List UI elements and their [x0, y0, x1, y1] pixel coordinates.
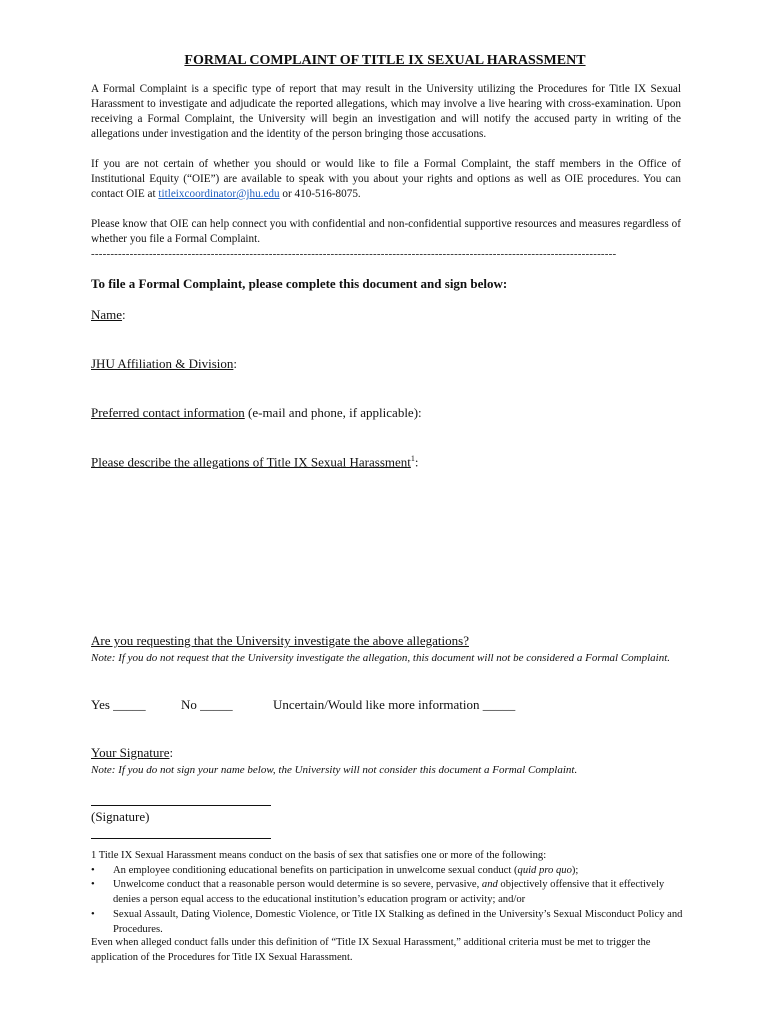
bullet-icon: •: [91, 865, 95, 876]
intro-paragraph-2-phone: or 410-516-8075.: [279, 188, 361, 200]
bullet-1-text: [113, 864, 683, 879]
intro-paragraph-2-text: If you are not certain of whether you should or would like to file a Formal Complaint, the staff members in the Office of Institutional Equity (“OIE”) are available to speak with you about your rights and options as well as OIE procedures. You can contact OIE at: [91, 158, 681, 200]
signature-caption: (Signature): [91, 809, 150, 824]
section-separator: ----------------------------------------------------------------------------------------------------------------------------------------: [91, 248, 617, 260]
name-field-label[interactable]: Name:: [91, 307, 126, 322]
bullet-1-text-b: );: [571, 865, 579, 876]
bullet-3-text: Sexual Assault, Dating Violence, Domestic Violence, or Title IX Stalking as defined in the University’s Sexual Misconduct Policy and Procedures.: [113, 909, 683, 935]
bullet-2-text-b: objectively offensive that it effectively denies a person equal access to the educational institution’s education program or activity; and/or: [113, 879, 665, 905]
request-question: [91, 633, 469, 649]
affiliation-field-label[interactable]: JHU Affiliation & Division:: [91, 356, 238, 371]
oie-email-link[interactable]: titleixcoordinator@jhu.edu: [158, 188, 280, 200]
affiliation-label: JHU Affiliation & Division: [91, 356, 234, 371]
contact-field-label[interactable]: [91, 405, 422, 421]
bullet-1-emphasis: quid pro quo: [517, 865, 572, 876]
signature-line[interactable]: [91, 790, 271, 806]
no-option[interactable]: No _____: [181, 697, 233, 712]
contact-label-suffix: (e-mail and phone, if applicable):: [244, 405, 422, 420]
bullet-icon: •: [91, 909, 95, 920]
intro-paragraph-2: [91, 157, 681, 202]
signature-label: Your Signature: [91, 745, 170, 760]
signature-note: Note: If you do not sign your name below, the University will not consider this document a Formal Complaint.: [91, 764, 578, 776]
bullet-2-emphasis: and: [481, 879, 498, 890]
bullet-2-text: [113, 878, 683, 907]
allegations-field-label[interactable]: Please describe the allegations of Title IX Sexual Harassment$^1$:: [91, 454, 419, 470]
bullet-1-text-a: An employee conditioning educational benefits on participation in unwelcome sexual conduct (: [113, 865, 518, 876]
footnote-number: 1: [91, 850, 97, 861]
request-question-text: Are you requesting that the University investigate the above allegations?: [91, 633, 469, 648]
footnote-reference: 1: [410, 454, 415, 463]
uncertain-option[interactable]: Uncertain/Would like more information _____: [273, 697, 516, 712]
footnote-bullet-2: [91, 878, 686, 908]
footnote-bullet-1: [91, 864, 686, 879]
bullet-2-text-a: Unwelcome conduct that a reasonable person would determine is so severe, pervasive,: [113, 879, 482, 890]
footnote-separator: [91, 823, 271, 839]
form-instruction: To file a Formal Complaint, please complete this document and sign below:: [91, 276, 508, 291]
footnote-intro-text: Title IX Sexual Harassment means conduct on the basis of sex that satisfies one or more of the following:: [98, 850, 547, 861]
footnote-bullet-3: [91, 908, 686, 938]
signature-heading: Your Signature:: [91, 745, 174, 760]
intro-paragraph-1: A Formal Complaint is a specific type of report that may result in the University utilizing the Procedures for Title IX Sexual Harassment to investigate and adjudicate the reported allegations, which may involve a live hearing with cross-examination. Upon receiving a Formal Complaint, the University will begin an investigation and will notify the accused party in writing of the allegations under investigation and the identity of the person bringing those accusations.: [91, 83, 681, 140]
request-note: Note: If you do not request that the University investigate the allegation, this document will not be considered a Formal Complaint.: [91, 652, 671, 664]
footnote-closing: Even when alleged conduct falls under this definition of “Title IX Sexual Harassment,” additional criteria must be met to trigger the application of the Procedures for Title IX Sexual Harassment.: [91, 937, 651, 963]
allegations-label: Please describe the allegations of Title IX Sexual Harassment: [91, 454, 411, 470]
bullet-icon: •: [91, 879, 95, 890]
name-label: Name: [91, 307, 123, 322]
footnote-intro: [91, 849, 686, 864]
document-title: FORMAL COMPLAINT OF TITLE IX SEXUAL HARASSMENT: [184, 53, 586, 68]
intro-paragraph-3: Please know that OIE can help connect you with confidential and non-confidential supportive resources and measures regardless of whether you file a Formal Complaint.: [91, 218, 681, 245]
yes-option[interactable]: Yes _____: [91, 697, 146, 712]
contact-label: Preferred contact information: [91, 405, 245, 420]
